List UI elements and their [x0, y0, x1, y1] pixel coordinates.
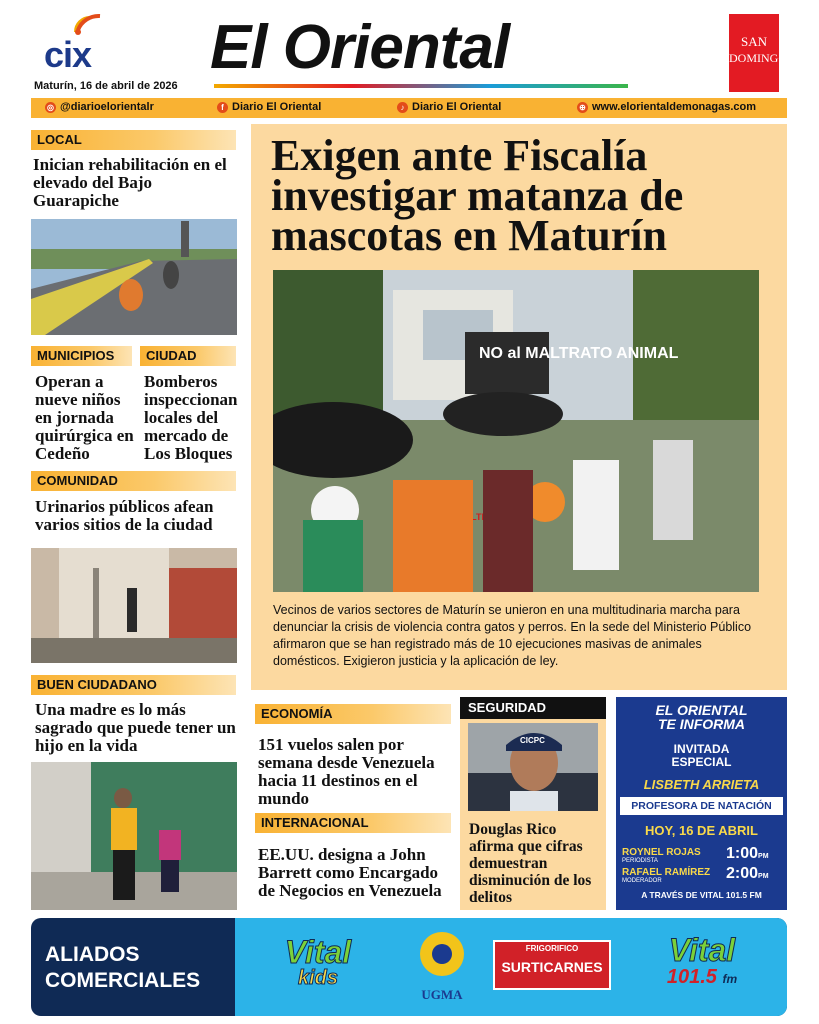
cap-text: CICPC [520, 736, 545, 745]
local-headline[interactable]: Inician rehabilitación en el elevado del Bajo Guarapiche [33, 155, 227, 210]
promo-via: A TRAVÉS DE VITAL 101.5 FM [641, 890, 762, 900]
aliados-title: ALIADOS COMERCIALES [45, 943, 201, 992]
section-label-seguridad: SEGURIDAD [460, 697, 606, 719]
promo-guest-name: LISBETH ARRIETA [643, 777, 760, 792]
seguridad-box[interactable] [460, 697, 606, 910]
main-headline[interactable]: Exigen ante Fiscalía investigar matanza de mascotas en Maturín [271, 131, 684, 260]
buen-ciudadano-headline[interactable]: Una madre es lo más sagrado que puede tener un hijo en la vida [35, 700, 236, 755]
seguridad-photo[interactable] [468, 723, 598, 811]
section-label-local: LOCAL [31, 130, 236, 150]
promo-host1-suffix: PM [758, 853, 769, 860]
tiktok-link[interactable]: ♪ Diario El Oriental [397, 101, 501, 113]
aliados-comerciales [31, 918, 787, 1016]
buen-ciudadano-photo[interactable] [31, 762, 237, 910]
promo-invitada-line2: ESPECIAL [671, 755, 732, 769]
edition-date: Maturín, 16 de abril de 2026 [34, 80, 178, 92]
social-bar [31, 98, 787, 118]
section-label-comunidad: COMUNIDAD [31, 471, 236, 491]
promo-host2-role: MODERADOR [622, 878, 662, 884]
main-caption: Vecinos de varios sectores de Maturín se unieron en una multitudinaria marcha para denunciar la crisis de violencia contra gatos y perros. En la sede del Ministerio Público afirmaron que se han registrado más de 10 ejecuciones masivas de animales domésticos. Exigieron justicia y la aplicación de ley. [273, 603, 752, 668]
sponsor-ugma[interactable]: UGMA [407, 926, 477, 1003]
local-photo[interactable] [31, 219, 237, 335]
facebook-link[interactable]: f Diario El Oriental [217, 101, 321, 113]
promo-host1-name: ROYNEL ROJAS [622, 847, 701, 858]
cix-logo: cix [44, 10, 114, 76]
wifi-icon [72, 10, 106, 36]
main-story[interactable] [251, 124, 787, 690]
comunidad-photo[interactable] [31, 548, 237, 663]
section-label-municipios: MUNICIPIOS [31, 346, 132, 366]
instagram-link[interactable]: ◎ @diarioelorientalr [47, 101, 154, 113]
ciudad-headline[interactable]: Bomberos inspeccionan locales del mercado de Los Bloques [144, 372, 238, 463]
promo-host2-time: 2:00 [726, 865, 759, 882]
section-label-internacional: INTERNACIONAL [255, 813, 451, 833]
sponsor-vital-kids[interactable]: Vital kids [284, 934, 352, 989]
san-domingo-logo: SAN DOMINGO [729, 14, 779, 92]
promo-brand-line2: TE INFORMA [657, 716, 746, 732]
promo-host2-suffix: PM [758, 873, 769, 880]
promo-invitada-line1: INVITADA [673, 742, 730, 756]
protest-banner-text: NO al MALTRATO ANIMAL [479, 345, 679, 362]
main-photo[interactable] [273, 270, 759, 592]
protest-sign-text: MALTRATO [457, 512, 507, 522]
promo-ad[interactable] [616, 697, 787, 910]
promo-host1-role: PERIODISTA [622, 858, 658, 864]
promo-host1-time: 1:00 [726, 845, 759, 862]
facebook-icon: f [217, 102, 228, 113]
tiktok-icon: ♪ [397, 102, 408, 113]
sponsor-vital-fm[interactable]: Vital 101.5 fm [666, 932, 738, 988]
sun-emblem-icon [412, 926, 472, 982]
comunidad-headline[interactable]: Urinarios públicos afean varios sitios de la ciudad [35, 497, 214, 534]
globe-icon: ⊕ [577, 102, 588, 113]
promo-guest-role: PROFESORA DE NATACIÓN [620, 797, 783, 815]
economia-headline[interactable]: 151 vuelos salen por semana desde Venezuela hacia 11 destinos en el mundo [258, 735, 435, 808]
masthead-title: El Oriental [210, 13, 510, 82]
sponsor-surticarnes[interactable]: FRIGORIFICO SURTICARNES [493, 940, 611, 990]
internacional-headline[interactable]: EE.UU. designa a John Barrett como Encargado de Negocios en Venezuela [258, 845, 442, 900]
section-label-ciudad: CIUDAD [140, 346, 236, 366]
sponsor-strip [235, 918, 787, 1016]
masthead-color-bar [214, 84, 628, 88]
section-label-buen-ciudadano: BUEN CIUDADANO [31, 675, 236, 695]
masthead-logo[interactable] [210, 12, 630, 90]
instagram-icon: ◎ [45, 102, 56, 113]
promo-date: HOY, 16 DE ABRIL [645, 823, 758, 838]
seguridad-headline[interactable]: Douglas Rico afirma que cifras demuestran disminución de los delitos [469, 821, 592, 906]
promo-host2-name: RAFAEL RAMÍREZ [622, 867, 711, 878]
section-label-economia: ECONOMÍA [255, 704, 451, 724]
municipios-headline[interactable]: Operan a nueve niños en jornada quirúrgica en Cedeño [35, 372, 134, 463]
promo-brand-line1: EL ORIENTAL [655, 702, 748, 718]
website-link[interactable]: ⊕ www.elorientaldemonagas.com [577, 101, 756, 113]
